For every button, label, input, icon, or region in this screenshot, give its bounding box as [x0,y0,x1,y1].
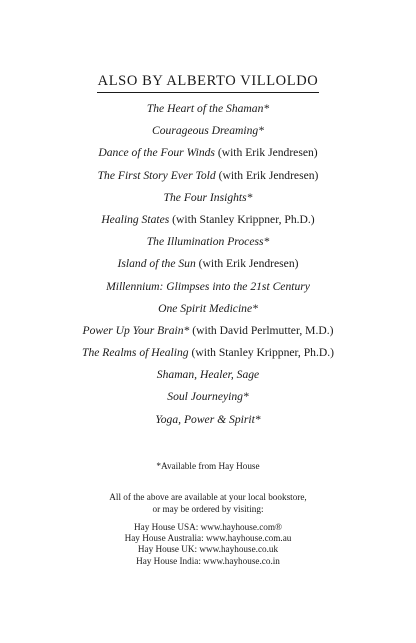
availability-line: or may be ordered by visiting: [152,504,264,514]
book-item [0,98,416,120]
availability-line: All of the above are available at your local bookstore, [109,492,307,502]
book-item [0,165,416,187]
book-coauthor: (with Erik Jendresen) [215,168,319,182]
book-item [0,342,416,364]
website-item: Hay House Australia: www.hayhouse.com.au [124,533,292,544]
book-title: Soul Journeying* [167,390,249,404]
book-coauthor: (with David Perlmutter, M.D.) [189,323,334,337]
book-list [0,98,416,431]
book-title: Millennium: Glimpses into the 21st Century [106,279,310,293]
book-item [0,364,416,386]
book-item [0,231,416,253]
availability-statement [0,491,416,515]
book-item [0,276,416,298]
book-title: One Spirit Medicine* [158,301,258,315]
book-title: The Heart of the Shaman* [146,102,270,115]
website-item: Hay House USA: www.hayhouse.com® [133,522,282,532]
book-coauthor: (with Erik Jendresen) [214,146,318,160]
book-title: Healing States [101,212,170,226]
book-title: Yoga, Power & Spirit* [155,412,261,426]
book-item [0,409,416,431]
book-title: The Four Insights* [163,190,253,204]
website-item: Hay House UK: www.hayhouse.co.uk [137,544,279,555]
book-coauthor: (with Stanley Krippner, Ph.D.) [188,346,334,360]
book-title: Dance of the Four Winds [98,146,215,160]
book-title: Courageous Dreaming* [152,124,264,138]
book-title: The Realms of Healing [82,346,189,360]
book-title: The Illumination Process* [146,235,270,249]
book-title: Island of the Sun [117,257,196,271]
website-item: Hay House India: www.hayhouse.co.in [136,555,280,566]
book-coauthor: (with Erik Jendresen) [195,257,299,271]
book-item [0,386,416,408]
book-item [0,209,416,231]
book-item [0,320,416,342]
book-title: Shaman, Healer, Sage [156,368,260,382]
section-heading-wrap [0,72,416,93]
book-item [0,187,416,209]
website-list [0,522,416,567]
section-heading: ALSO BY ALBERTO VILLOLDO [97,73,320,93]
book-coauthor: (with Stanley Krippner, Ph.D.) [169,212,315,226]
book-title: The First Story Ever Told [97,168,216,182]
book-title: Power Up Your Brain* [82,323,190,337]
book-item [0,120,416,142]
book-item [0,253,416,275]
availability-footnote: *Available from Hay House [156,461,260,471]
book-item [0,142,416,164]
book-item [0,298,416,320]
